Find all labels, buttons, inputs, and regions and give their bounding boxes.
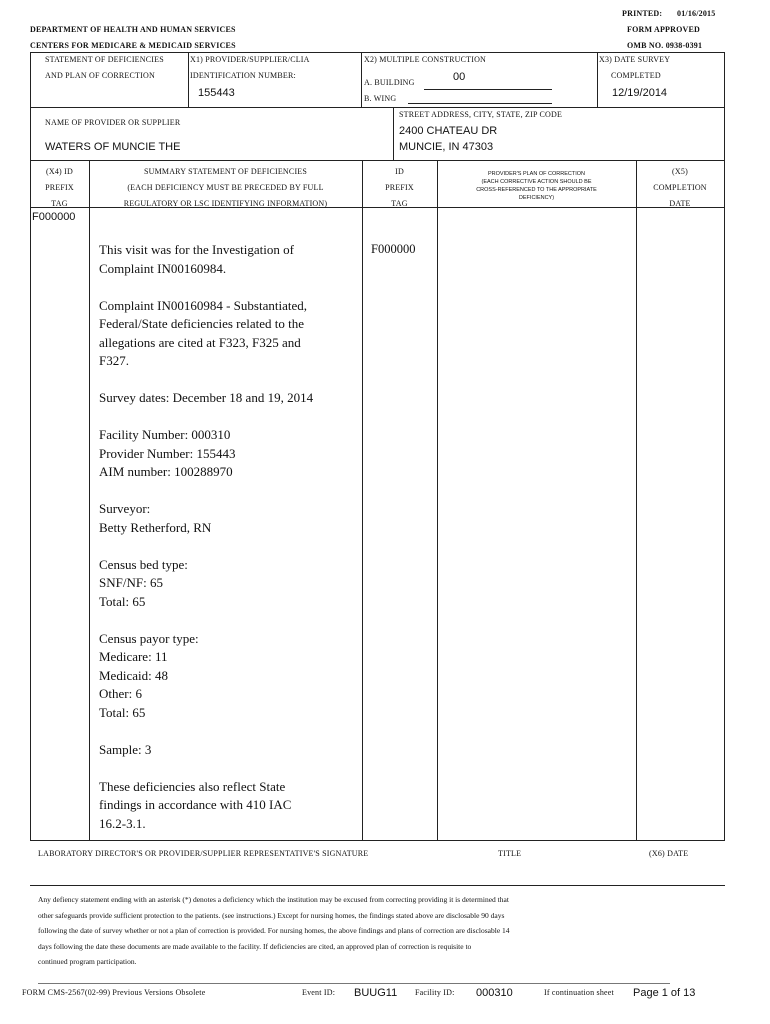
building-value: 00 bbox=[453, 71, 466, 83]
summary-line: Betty Retherford, RN bbox=[99, 519, 212, 535]
summary-paragraph bbox=[99, 778, 359, 834]
summary-line: AIM number: 100288970 bbox=[99, 464, 233, 479]
address-label: STREET ADDRESS, CITY, STATE, ZIP CODE bbox=[399, 110, 563, 119]
summary-line: Census payor type: bbox=[99, 630, 199, 646]
title-label: TITLE bbox=[498, 849, 522, 858]
printed-label: PRINTED: bbox=[622, 9, 663, 18]
summary-paragraph bbox=[99, 500, 359, 537]
address-line-1: 2400 CHATEAU DR bbox=[399, 125, 498, 137]
provider-number: 155443 bbox=[198, 87, 235, 99]
summary-line: Medicare: 11 bbox=[99, 649, 168, 664]
x1-label-2: IDENTIFICATION NUMBER: bbox=[190, 71, 296, 80]
statement-label-1: STATEMENT OF DEFICIENCIES bbox=[45, 55, 164, 64]
department-heading: DEPARTMENT OF HEALTH AND HUMAN SERVICES bbox=[30, 25, 236, 34]
summary-paragraph bbox=[99, 389, 359, 408]
statement-label-2: AND PLAN OF CORRECTION bbox=[45, 71, 155, 80]
summary-line: Other: 6 bbox=[99, 686, 142, 701]
form-id: FORM CMS-2567(02-99) Previous Versions Obsolete bbox=[22, 988, 206, 997]
summary-line: Complaint IN00160984 - Substantiated, bbox=[99, 297, 307, 313]
building-label: A. BUILDING bbox=[364, 78, 415, 87]
summary-line: Medicaid: 48 bbox=[99, 667, 168, 683]
col-plan-header: PROVIDER'S PLAN OF CORRECTION (EACH CORRECTIVE ACTION SHOULD BE CROSS-REFERENCED TO THE APPROPRIATE DEFICIENCY) bbox=[476, 171, 597, 201]
summary-line: This visit was for the Investigation of bbox=[99, 242, 294, 257]
deficiency-tag-right: F000000 bbox=[371, 242, 416, 256]
form-approved: FORM APPROVED bbox=[627, 25, 701, 34]
summary-line: allegations are cited at F323, F325 and bbox=[99, 334, 301, 350]
summary-line: Total: 65 bbox=[99, 704, 146, 720]
event-id-value: BUUG11 bbox=[354, 987, 398, 999]
summary-line: Complaint IN00160984. bbox=[99, 260, 227, 276]
x3-label-1: X3) DATE SURVEY bbox=[599, 55, 671, 64]
summary-line: Provider Number: 155443 bbox=[99, 445, 236, 461]
summary-line: SNF/NF: 65 bbox=[99, 575, 163, 590]
event-id-label: Event ID: bbox=[302, 988, 336, 997]
page-number: Page 1 of 13 bbox=[633, 987, 696, 999]
omb-number: OMB NO. 0938-0391 bbox=[627, 41, 703, 50]
summary-line: Sample: 3 bbox=[99, 741, 152, 757]
footnote: Any defiency statement ending with an asterisk (*) denotes a deficiency which the institution may be excused from correcting providing it is determined that other safeguards provide sufficient protection to the patients. (see instructions.) Except for nursing homes, the findings stated above are disclosable 90 days following the date of survey whether or not a plan of correction is provided. For nursing homes, the above findings and plans of correction are disclosable 14 days following the date these documents are made available to the facility. If deficiencies are cited, an approved plan of correction is requisite to continued program participation. bbox=[38, 895, 510, 966]
summary-line: Surveyor: bbox=[99, 501, 151, 516]
provider-name: WATERS OF MUNCIE THE bbox=[45, 141, 181, 153]
summary-line: These deficiencies also reflect State bbox=[99, 778, 286, 794]
summary-statement bbox=[99, 241, 359, 852]
summary-paragraph bbox=[99, 741, 359, 760]
x6-date-label: (X6) DATE bbox=[649, 849, 689, 858]
summary-line: F327. bbox=[99, 353, 129, 368]
summary-line: Total: 65 bbox=[99, 593, 146, 609]
x2-label: X2) MULTIPLE CONSTRUCTION bbox=[364, 55, 487, 64]
x3-label-2: COMPLETED bbox=[611, 71, 661, 80]
facility-id-value: 000310 bbox=[476, 987, 513, 999]
summary-line: Survey dates: December 18 and 19, 2014 bbox=[99, 390, 314, 405]
centers-heading: CENTERS FOR MEDICARE & MEDICAID SERVICES bbox=[30, 41, 236, 50]
provider-name-label: NAME OF PROVIDER OR SUPPLIER bbox=[45, 118, 181, 127]
summary-paragraph bbox=[99, 556, 359, 612]
wing-label: B. WING bbox=[364, 94, 397, 103]
col-summary-header: SUMMARY STATEMENT OF DEFICIENCIES (EACH DEFICIENCY MUST BE PRECEDED BY FULL REGULATORY OR LSC IDENTIFYING INFORMATION) bbox=[123, 167, 328, 208]
printed-date: 01/16/2015 bbox=[677, 9, 716, 18]
survey-date: 12/19/2014 bbox=[612, 87, 668, 99]
col-x5-header: (X5) COMPLETION DATE bbox=[653, 167, 707, 208]
deficiency-tag-left: F000000 bbox=[32, 211, 76, 223]
summary-paragraph bbox=[99, 630, 359, 723]
summary-line: Federal/State deficiencies related to the bbox=[99, 316, 305, 331]
summary-line: Census bed type: bbox=[99, 556, 188, 572]
x1-label-1: X1) PROVIDER/SUPPLIER/CLIA bbox=[190, 55, 310, 64]
address-line-2: MUNCIE, IN 47303 bbox=[399, 141, 494, 153]
summary-paragraph bbox=[99, 297, 359, 371]
summary-paragraph bbox=[99, 241, 359, 278]
summary-line: findings in accordance with 410 IAC bbox=[99, 797, 292, 812]
facility-id-label: Facility ID: bbox=[415, 988, 455, 997]
signature-label: LABORATORY DIRECTOR'S OR PROVIDER/SUPPLIER REPRESENTATIVE'S SIGNATURE bbox=[38, 849, 369, 858]
summary-line: Facility Number: 000310 bbox=[99, 427, 231, 442]
summary-line: 16.2-3.1. bbox=[99, 815, 146, 831]
summary-paragraph bbox=[99, 426, 359, 482]
col-x4-header: (X4) ID PREFIX TAG bbox=[45, 167, 74, 208]
continuation-label: If continuation sheet bbox=[544, 988, 614, 997]
col-id-header: ID PREFIX TAG bbox=[385, 167, 414, 208]
